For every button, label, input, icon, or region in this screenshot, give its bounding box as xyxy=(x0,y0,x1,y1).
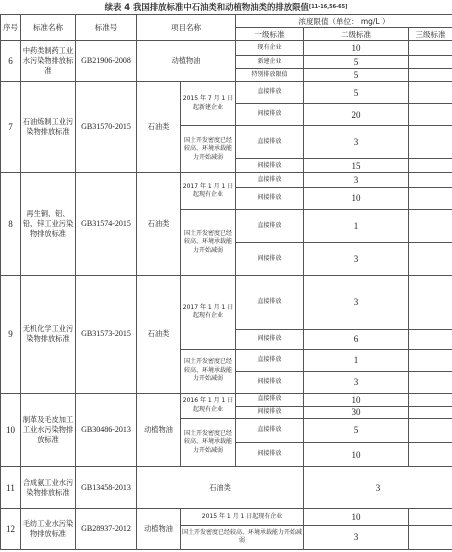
condition-cell: 现有企业 xyxy=(236,41,304,55)
empty-cell xyxy=(409,349,452,371)
sub-condition: 国土开发密度已经较高、环境承载能力开始减弱 xyxy=(181,349,236,393)
row-index: 6 xyxy=(1,41,21,82)
value-cell: 3 xyxy=(304,173,409,187)
header-level3: 三级标准 xyxy=(409,28,452,41)
value-cell: 30 xyxy=(304,406,409,418)
sub-condition: 2015 年 7 月 1 日起新建企业 xyxy=(181,82,236,126)
condition-cell: 间接排放 xyxy=(236,159,304,173)
sub-condition: 国土开发密度已经较高、环境承载能力开始减弱 xyxy=(181,418,236,466)
condition-cell: 直接排放 xyxy=(236,82,304,104)
emission-limits-table xyxy=(0,14,452,550)
condition-cell: 间接排放 xyxy=(236,329,304,349)
row-index: 7 xyxy=(1,82,21,173)
standard-number: GB31570-2015 xyxy=(76,82,137,173)
sub-condition: 国土开发密度已经较高、环境承载能力开始减弱 xyxy=(181,209,236,275)
header-level1: 一级标准 xyxy=(236,28,304,41)
condition-cell: 直接排放 xyxy=(236,173,304,187)
item-name: 石油类 xyxy=(137,275,181,393)
empty-cell xyxy=(409,509,452,526)
table-row xyxy=(1,82,452,104)
condition-cell: 直接排放 xyxy=(236,393,304,406)
row-index: 12 xyxy=(1,509,21,550)
value-cell: 15 xyxy=(304,159,409,173)
row-index: 10 xyxy=(1,393,21,467)
item-name: 动植物油 xyxy=(137,41,236,82)
empty-cell xyxy=(409,443,452,467)
empty-cell xyxy=(409,525,452,549)
standard-number: GB13458-2013 xyxy=(76,467,137,509)
standard-name: 再生铜、铝、铅、锌工业污染物排放标准 xyxy=(21,173,76,275)
value-cell: 10 xyxy=(304,443,409,467)
empty-cell xyxy=(409,242,452,275)
value-cell: 10 xyxy=(304,509,409,526)
value-cell: 10 xyxy=(304,187,409,209)
condition-cell: 直接排放 xyxy=(236,126,304,159)
caption-text: 续表 4 我国排放标准中石油类和动植物油类的排放限值 xyxy=(104,2,309,12)
value-cell: 3 xyxy=(304,242,409,275)
condition-cell: 间接排放 xyxy=(236,187,304,209)
standard-number: GB30486-2013 xyxy=(76,393,137,467)
value-cell: 10 xyxy=(304,41,409,55)
condition-cell: 国土开发密度已经较高、环境承载能力开始减弱 xyxy=(181,525,304,549)
table-caption xyxy=(0,1,452,13)
caption-reference: [11-16,56-65] xyxy=(308,4,348,10)
standard-name: 无机化学工业污染物排放标准 xyxy=(21,275,76,393)
item-name: 石油类 xyxy=(137,82,181,173)
condition-cell: 间接排放 xyxy=(236,242,304,275)
empty-cell xyxy=(409,41,452,55)
value-cell: 5 xyxy=(304,68,409,81)
value-cell: 5 xyxy=(304,82,409,104)
standard-name: 中药类制药工业水污染物排放标准 xyxy=(21,41,76,82)
item-name: 动植物油 xyxy=(137,393,181,467)
table-row xyxy=(1,173,452,187)
empty-cell xyxy=(409,371,452,393)
sub-condition: 国土开发密度已经较高、环境承载能力开始减弱 xyxy=(181,126,236,173)
empty-cell xyxy=(409,126,452,159)
header-standard-name: 标准名称 xyxy=(21,15,76,41)
row-index: 8 xyxy=(1,173,21,275)
header-seq: 序号 xyxy=(1,15,21,41)
condition-cell: 直接排放 xyxy=(236,349,304,371)
condition-cell: 间接排放 xyxy=(236,371,304,393)
empty-cell xyxy=(409,173,452,187)
header-concentration-limit: 浓度限值（单位： mg/L ） xyxy=(236,15,452,28)
item-name: 石油类 xyxy=(137,173,181,275)
header-standard-number: 标准号 xyxy=(76,15,137,41)
value-cell: 3 xyxy=(304,525,409,549)
empty-cell xyxy=(409,418,452,442)
standard-number: GB21906-2008 xyxy=(76,41,137,82)
standard-name: 石油炼制工业污染物排放标准 xyxy=(21,82,76,173)
value-cell: 3 xyxy=(304,126,409,159)
standard-number: GB28937-2012 xyxy=(76,509,137,550)
standard-number: GB31573-2015 xyxy=(76,275,137,393)
empty-cell xyxy=(409,406,452,418)
value-cell: 3 xyxy=(304,467,452,509)
sub-condition: 2016 年 1 月 1 日起现有企业 xyxy=(181,393,236,418)
standard-number: GB31574-2015 xyxy=(76,173,137,275)
standard-name: 毛纺工业水污染物排放标准 xyxy=(21,509,76,550)
empty-cell xyxy=(409,187,452,209)
value-cell: 1 xyxy=(304,349,409,371)
value-cell: 3 xyxy=(304,371,409,393)
item-name: 石油类 xyxy=(137,467,304,509)
header-level2: 二级标准 xyxy=(304,28,409,41)
table-row xyxy=(1,467,452,509)
header-row xyxy=(1,15,452,28)
empty-cell xyxy=(409,393,452,406)
empty-cell xyxy=(409,159,452,173)
empty-cell xyxy=(409,55,452,68)
sub-condition: 2017 年 1 月 1 日起现有企业 xyxy=(181,173,236,209)
value-cell: 10 xyxy=(304,393,409,406)
empty-cell xyxy=(409,104,452,126)
table-row xyxy=(1,509,452,526)
table-row xyxy=(1,393,452,406)
condition-cell: 间接排放 xyxy=(236,443,304,467)
standard-name: 制革及毛皮加工工业水污染物排放标准 xyxy=(21,393,76,467)
value-cell: 6 xyxy=(304,329,409,349)
condition-cell: 2015 年 1 月 1 日起现有企业 xyxy=(181,509,304,526)
empty-cell xyxy=(409,329,452,349)
row-index: 11 xyxy=(1,467,21,509)
item-name: 动植物油 xyxy=(137,509,181,550)
empty-cell xyxy=(409,275,452,329)
header-item-name: 项目名称 xyxy=(137,15,236,41)
condition-cell: 直接排放 xyxy=(236,418,304,442)
value-cell: 1 xyxy=(304,209,409,242)
value-cell: 5 xyxy=(304,418,409,442)
table-row xyxy=(1,41,452,55)
empty-cell xyxy=(409,82,452,104)
condition-cell: 特别排放限值 xyxy=(236,68,304,81)
empty-cell xyxy=(409,68,452,81)
value-cell: 3 xyxy=(304,275,409,329)
condition-cell: 直接排放 xyxy=(236,275,304,329)
table-row xyxy=(1,275,452,329)
condition-cell: 间接排放 xyxy=(236,406,304,418)
condition-cell: 新建企业 xyxy=(236,55,304,68)
condition-cell: 间接排放 xyxy=(236,104,304,126)
row-index: 9 xyxy=(1,275,21,393)
empty-cell xyxy=(409,209,452,242)
value-cell: 20 xyxy=(304,104,409,126)
standard-name: 合成氨工业水污染物排放标准 xyxy=(21,467,76,509)
sub-condition: 2017 年 1 月 1 日起现有企业 xyxy=(181,275,236,349)
value-cell: 5 xyxy=(304,55,409,68)
condition-cell: 直接排放 xyxy=(236,209,304,242)
